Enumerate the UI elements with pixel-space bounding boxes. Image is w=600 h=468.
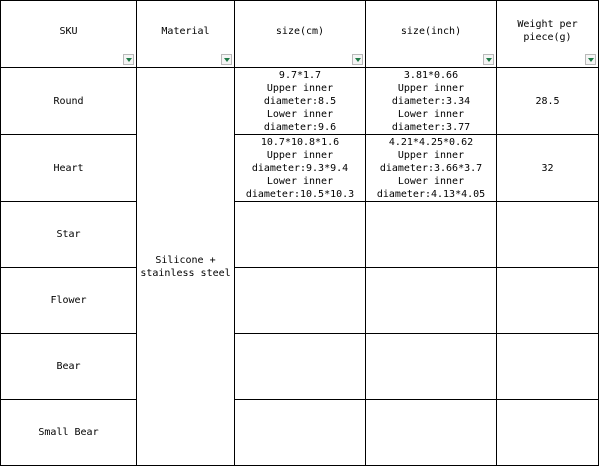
header-sku [1,1,137,68]
sku-cell[interactable]: Heart [1,135,137,202]
size-inch-line: Upper inner [397,150,465,161]
header-weight [497,1,599,68]
size-cm-line: 9.7*1.7 [278,70,322,81]
header-sku-label: SKU [59,25,78,37]
weight-cell[interactable] [497,268,599,334]
header-weight-line2: piece(g) [523,32,572,43]
sku-cell[interactable]: Flower [1,268,137,334]
size-inch-line: diameter:3.34 [391,96,471,107]
size-cm-line: diameter:8.5 [263,96,337,107]
sku-cell[interactable]: Small Bear [1,400,137,466]
size-inch-line: 4.21*4.25*0.62 [388,137,474,148]
size-inch-cell[interactable] [366,135,497,202]
size-cm-line: 10.7*10.8*1.6 [260,137,340,148]
filter-dropdown-icon[interactable] [123,54,134,65]
sku-cell[interactable]: Round [1,68,137,135]
header-size-inch-label: size(inch) [400,25,462,37]
size-cm-line: diameter:10.5*10.3 [245,189,355,200]
filter-dropdown-icon[interactable] [585,54,596,65]
sku-cell[interactable]: Bear [1,334,137,400]
size-cm-cell[interactable] [235,400,366,466]
size-cm-cell[interactable] [235,68,366,135]
header-material [137,1,235,68]
size-inch-cell[interactable] [366,202,497,268]
size-cm-cell[interactable] [235,268,366,334]
size-cm-line: Lower inner [266,176,334,187]
header-row [1,1,599,68]
header-size-cm [235,1,366,68]
weight-cell[interactable]: 28.5 [497,68,599,135]
weight-cell[interactable] [497,202,599,268]
table-row [1,135,599,202]
sku-cell[interactable]: Star [1,202,137,268]
size-inch-line: diameter:3.77 [391,122,471,133]
size-cm-line: Upper inner [266,150,334,161]
size-cm-cell[interactable] [235,135,366,202]
size-inch-line: Upper inner [397,83,465,94]
size-cm-line: diameter:9.3*9.4 [251,163,349,174]
header-weight-label [497,18,598,50]
size-inch-line: Lower inner [397,109,465,120]
size-cm-cell[interactable] [235,334,366,400]
table-row [1,68,599,135]
size-inch-line: 3.81*0.66 [403,70,459,81]
size-inch-line: Lower inner [397,176,465,187]
size-cm-line: Lower inner [266,109,334,120]
size-inch-cell[interactable] [366,400,497,466]
header-size-cm-label: size(cm) [275,25,325,37]
size-cm-line: diameter:9.6 [263,122,337,133]
size-inch-cell[interactable] [366,334,497,400]
size-inch-cell[interactable] [366,68,497,135]
material-cell[interactable] [137,68,235,466]
filter-dropdown-icon[interactable] [352,54,363,65]
table-row [1,400,599,466]
table-row [1,202,599,268]
weight-cell[interactable] [497,334,599,400]
weight-cell[interactable] [497,400,599,466]
size-cm-cell[interactable] [235,202,366,268]
material-line1: Silicone + [155,254,216,266]
header-size-inch [366,1,497,68]
size-cm-line: Upper inner [266,83,334,94]
filter-dropdown-icon[interactable] [483,54,494,65]
size-inch-line: diameter:3.66*3.7 [379,163,483,174]
size-inch-line: diameter:4.13*4.05 [376,189,486,200]
header-weight-line1: Weight per [517,19,578,30]
size-inch-cell[interactable] [366,268,497,334]
weight-cell[interactable]: 32 [497,135,599,202]
filter-dropdown-icon[interactable] [221,54,232,65]
header-material-label: Material [161,25,210,37]
table-row [1,268,599,334]
table-row [1,334,599,400]
material-line2: stainless steel [140,267,231,279]
